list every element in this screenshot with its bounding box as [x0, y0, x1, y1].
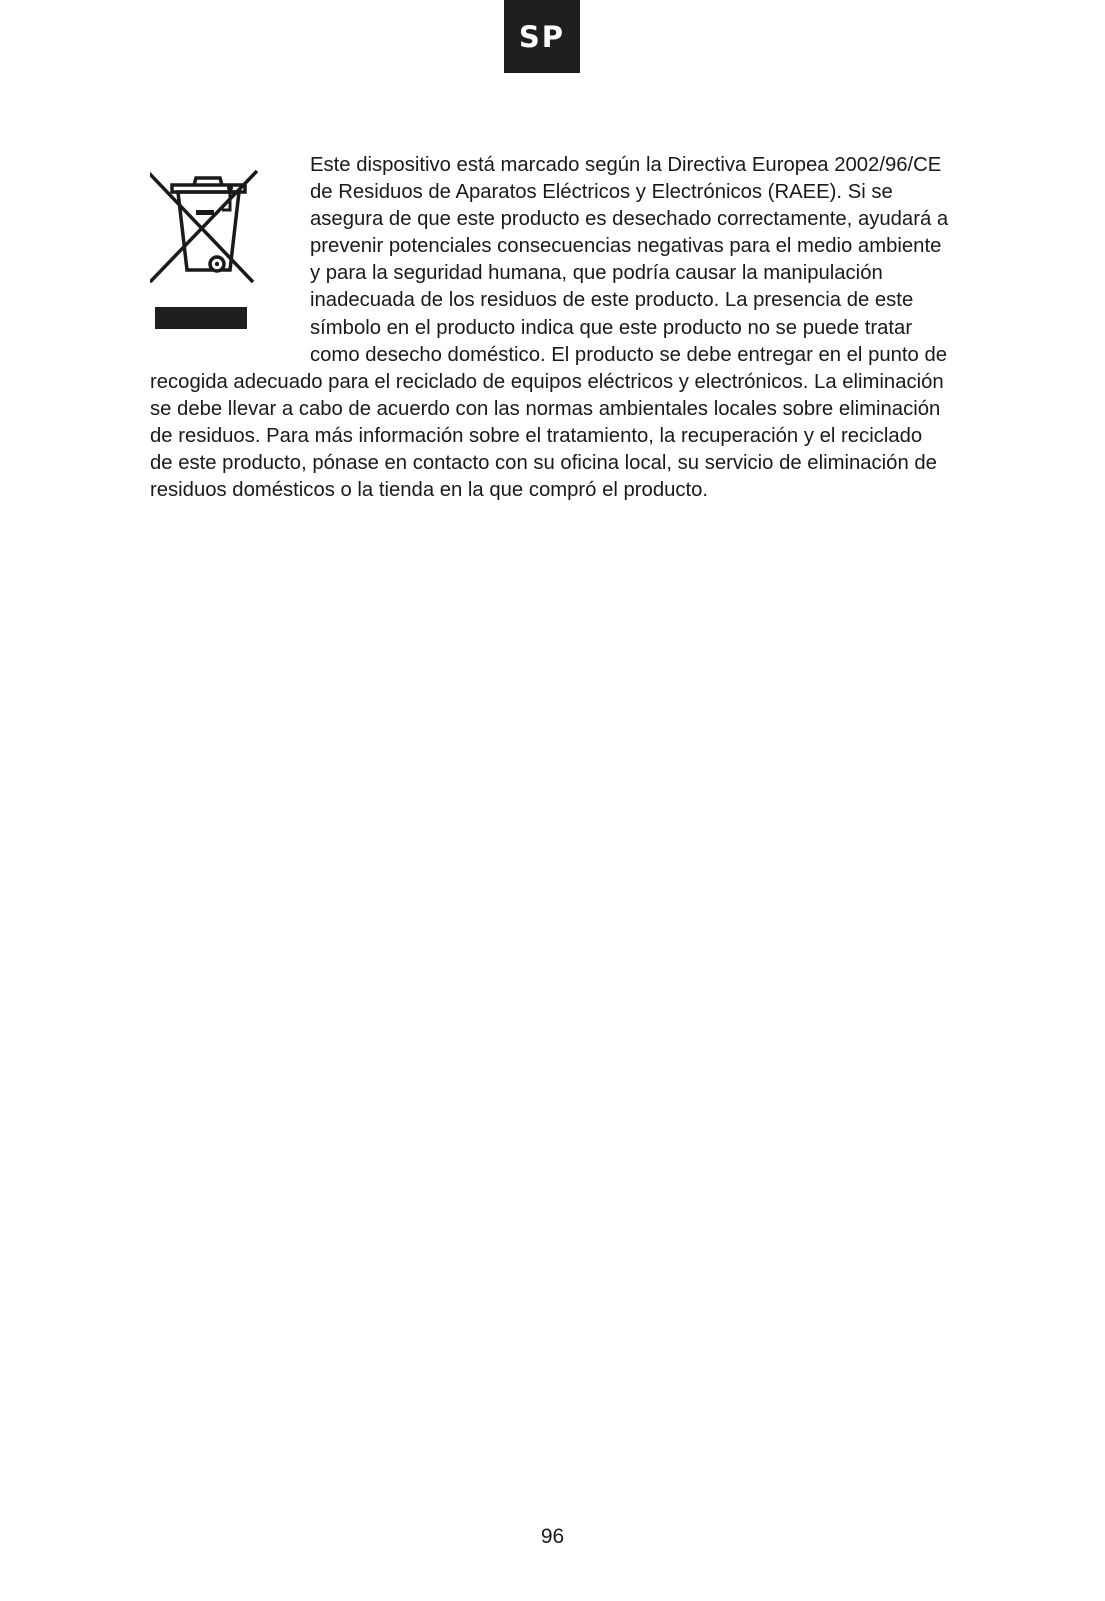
- weee-paragraph: Este dispositivo está marcado según la Directiva Europea 2002/96/CE de Residuos de Aparatos Eléctricos y Electrónicos (RAEE). Si se asegura de que este producto es desechado correctamente, ayudará a prevenir potenciales consecuencias negativas para el medio ambiente y para la seguridad humana, que podría causar la manipulación inadecuada de los residuos de este producto. La presencia de este símbolo en el producto indica que este producto no se puede tratar como desecho doméstico. El producto se debe entregar en el punto de recogida adecuado para el reciclado de equipos eléctricos y electrónicos. La eliminación se debe llevar a cabo de acuerdo con las normas ambientales locales sobre eliminación de residuos. Para más información sobre el tratamiento, la recuperación y el reciclado de este producto, pónase en contacto con su oficina local, su servicio de eliminación de residuos domésticos o la tienda en la que compró el producto.: [150, 154, 949, 502]
- language-tab: [504, 0, 580, 73]
- weee-crossed-bin-icon: [150, 152, 310, 347]
- weee-section: [150, 152, 950, 504]
- page-number: 96: [540, 1525, 565, 1548]
- language-tab-label: SP: [518, 19, 566, 54]
